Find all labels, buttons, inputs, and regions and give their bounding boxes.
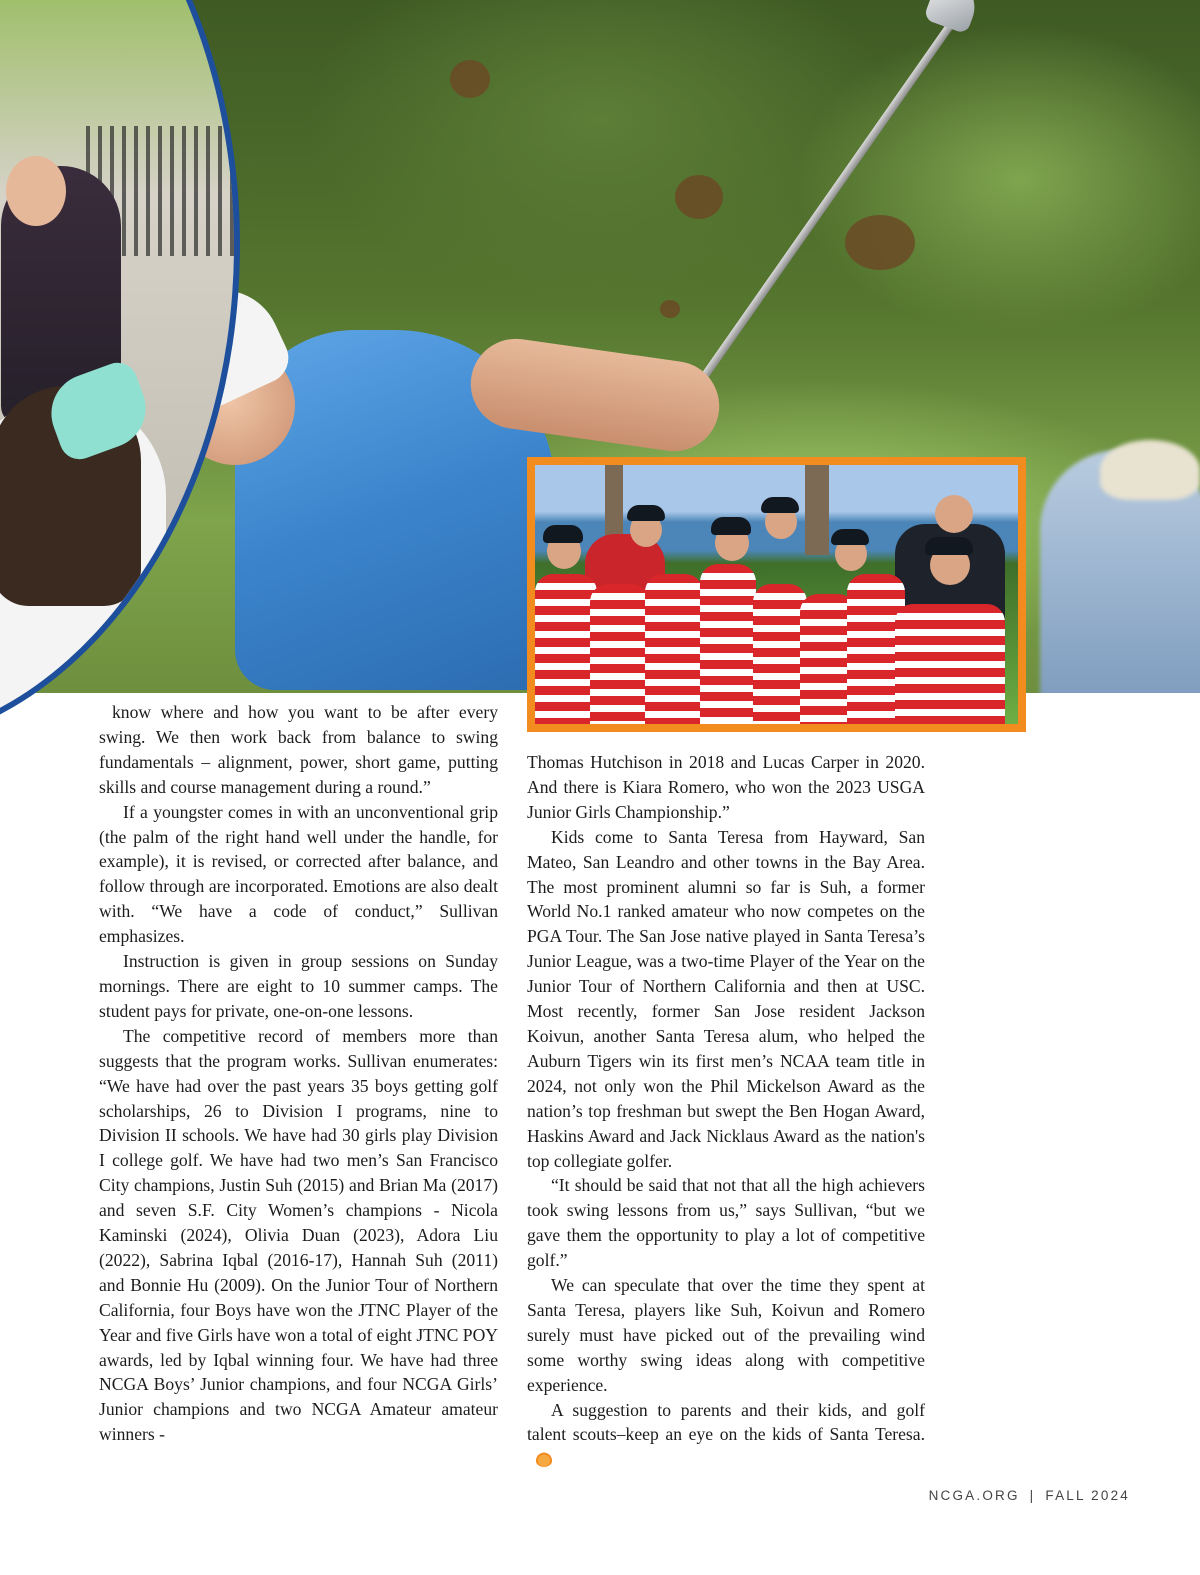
player-cap bbox=[925, 537, 973, 555]
flying-divot bbox=[845, 215, 915, 270]
spectator-hat bbox=[1100, 440, 1200, 500]
footer-issue: FALL 2024 bbox=[1045, 1488, 1130, 1503]
player-cap bbox=[711, 517, 751, 535]
article-paragraph: The competitive record of members more than suggests that the program works. Sullivan enumerates: “We have had over the past years 35 boys getting golf scholarships, 26 to Division I programs, nine to Division II schools. We have had 30 girls play Division I college golf. We have had two men’s San Francisco City champions, Justin Suh (2015) and Brian Ma (2017) and seven S.F. City Women’s champions - Nicola Kaminski (2024), Olivia Duan (2023), Adora Liu (2022), Sabrina Iqbal (2016-17), Hannah Suh (2011) and Bonnie Hu (2009). On the Junior Tour of Northern California, four Boys have won the JTNC Player of the Year and five Girls have won a total of eight JTNC POY awards, led by Iqbal winning four. We have had three NCGA Boys’ Junior champions, and four NCGA Girls’ Junior champions and two NCGA Amateur amateur winners - bbox=[99, 1025, 498, 1445]
footer-separator: | bbox=[1029, 1488, 1036, 1503]
article-paragraph: We can speculate that over the time they spent at Santa Teresa, players like Suh, Koivun and Romero surely must have picked out of the prevailing wind some worthy swing ideas along with competitive experience. bbox=[527, 1275, 925, 1395]
article-column-left bbox=[99, 700, 498, 1447]
poppy-end-mark-icon bbox=[535, 1451, 553, 1467]
article-paragraph: Instruction is given in group sessions on Sunday mornings. There are eight to 10 summer camps. The student pays for private, one-on-one lessons. bbox=[99, 951, 498, 1021]
article-paragraph: If a youngster comes in with an unconventional grip (the palm of the right hand well under the handle, for example), it is revised, or corrected after balance, and follow through are incorporated. Emotions are also dealt with. “We have a code of conduct,” Sullivan emphasizes. bbox=[99, 801, 498, 947]
flying-divot bbox=[450, 60, 490, 98]
player-cap bbox=[627, 505, 665, 521]
golf-club-shaft bbox=[700, 0, 976, 380]
article-column-right bbox=[527, 750, 925, 1472]
team-player bbox=[753, 584, 807, 724]
player-cap bbox=[543, 525, 583, 543]
article-paragraph: Kids come to Santa Teresa from Hayward, San Mateo, San Leandro and other towns in the Bay Area. The most prominent alumni so far is Suh, a former World No.1 ranked amateur who now competes on the PGA Tour. The San Jose native played in Santa Teresa’s Junior League, was a two-time Player of the Year on the Junior Tour of Northern California and then at USC. Most recently, former San Jose resident Jackson Koivun, another Santa Teresa alum, who helped the Auburn Tigers win its first men’s NCAA team title in 2024, not only won the Phil Mickelson Award as the nation’s top freshman but swept the Ben Hogan Award, Haskins Award and Jack Nicklaus Award as the nation's top collegiate golfer. bbox=[527, 826, 925, 1171]
footer-site: NCGA.ORG bbox=[928, 1488, 1020, 1503]
article-paragraph: Thomas Hutchison in 2018 and Lucas Carper in 2020. And there is Kiara Romero, who won the 2023 USGA Junior Girls Championship.” bbox=[527, 752, 925, 822]
flying-divot bbox=[660, 300, 680, 318]
flying-divot bbox=[675, 175, 723, 219]
golf-club-head bbox=[923, 0, 983, 34]
article-final-paragraph bbox=[527, 1398, 925, 1473]
seated-golfer-face bbox=[6, 156, 66, 226]
team-player bbox=[535, 574, 597, 724]
team-player bbox=[895, 604, 1005, 724]
team-player bbox=[700, 564, 756, 724]
article-paragraph: know where and how you want to be after every swing. We then work back from balance to swing fundamentals – alignment, power, short game, putting skills and course management during a round.” bbox=[99, 702, 498, 797]
article-paragraph: “It should be said that not that all the high achievers took swing lessons from us,” says Sullivan, “but we gave them the opportunity to play a lot of competitive golf.” bbox=[527, 1175, 925, 1271]
page-footer bbox=[900, 1488, 1130, 1503]
coach-face bbox=[935, 495, 973, 533]
article-paragraph-text: A suggestion to parents and their kids, and golf talent scouts–keep an eye on the kids of Santa Teresa. bbox=[527, 1399, 925, 1445]
tree-trunk bbox=[805, 465, 829, 555]
player-cap bbox=[831, 529, 869, 545]
team-photo-frame bbox=[527, 457, 1026, 732]
team-player bbox=[645, 574, 703, 724]
team-player bbox=[590, 584, 650, 724]
player-cap bbox=[761, 497, 799, 513]
team-photo bbox=[535, 465, 1018, 724]
